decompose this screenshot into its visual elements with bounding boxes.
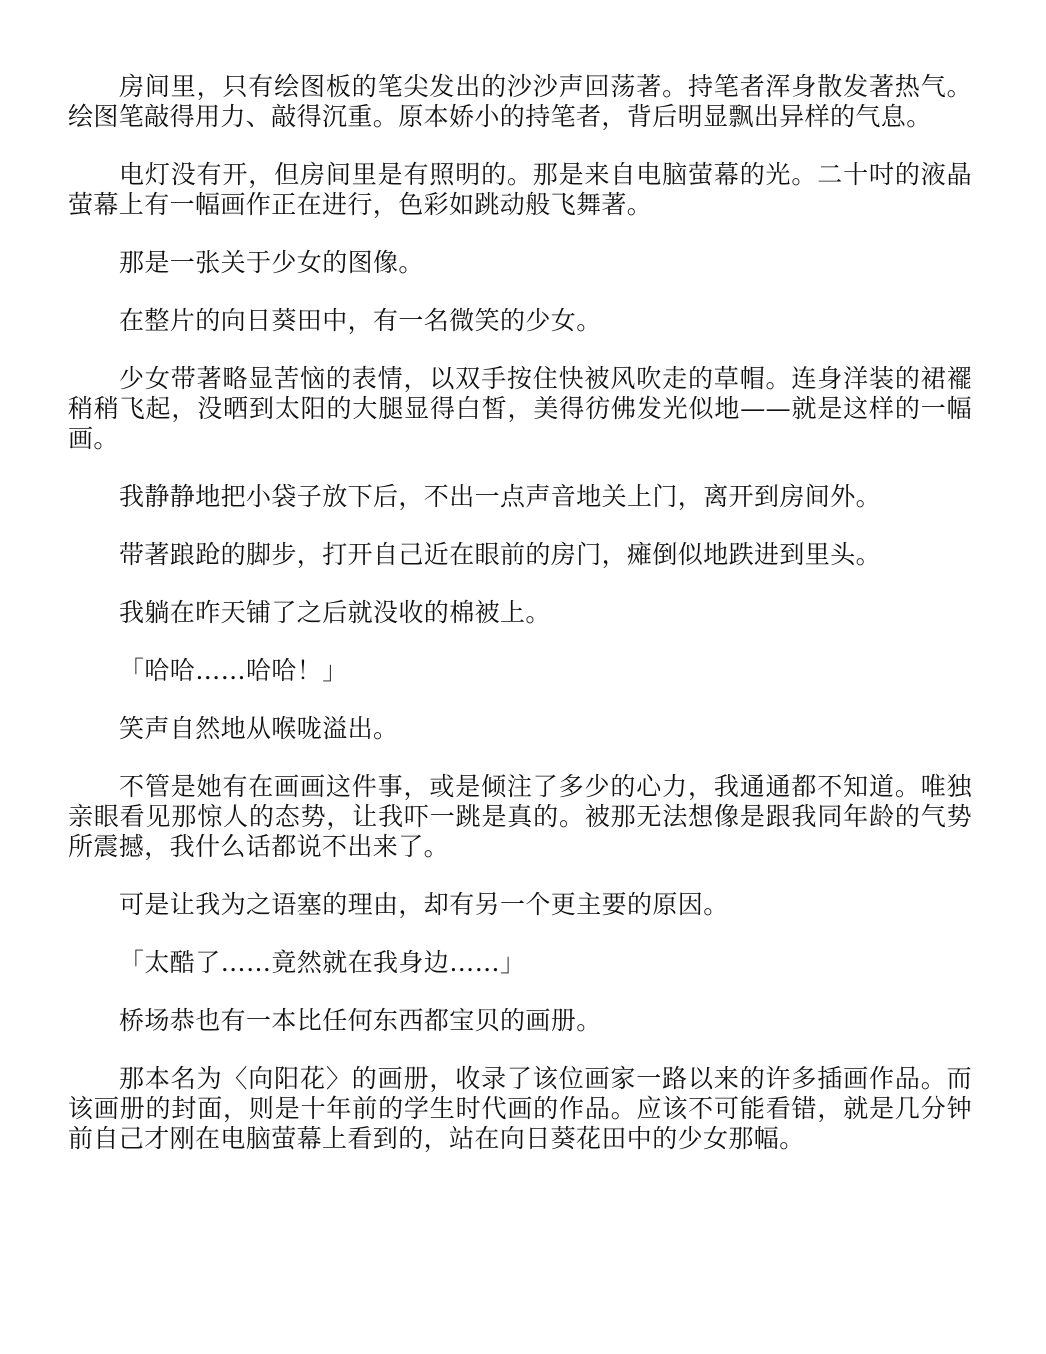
paragraph: 电灯没有开，但房间里是有照明的。那是来自电脑萤幕的光。二十吋的液晶萤幕上有一幅画作正在进行，色彩如跳动般飞舞著。 xyxy=(68,160,972,219)
paragraph: 那本名为〈向阳花〉的画册，收录了该位画家一路以来的许多插画作品。而该画册的封面，则是十年前的学生时代画的作品。应该不可能看错，就是几分钟前自己才刚在电脑萤幕上看到的，站在向日葵花田中的少女那幅。 xyxy=(68,1064,972,1153)
paragraph: 不管是她有在画画这件事，或是倾注了多少的心力，我通通都不知道。唯独亲眼看见那惊人的态势，让我吓一跳是真的。被那无法想像是跟我同年龄的气势所震撼，我什么话都说不出来了。 xyxy=(68,772,972,861)
paragraph: 我躺在昨天铺了之后就没收的棉被上。 xyxy=(119,598,551,627)
paragraph: 房间里，只有绘图板的笔尖发出的沙沙声回荡著。持笔者浑身散发著热气。绘图笔敲得用力、敲得沉重。原本娇小的持笔者，背后明显飘出异样的气息。 xyxy=(68,72,972,131)
paragraph: 带著踉跄的脚步，打开自己近在眼前的房门，瘫倒似地跌进到里头。 xyxy=(119,540,882,569)
paragraph: 少女带著略显苦恼的表情，以双手按住快被风吹走的草帽。连身洋装的裙襬稍稍飞起，没晒到太阳的大腿显得白皙，美得彷佛发光似地——就是这样的一幅画。 xyxy=(68,364,972,453)
paragraph: 可是让我为之语塞的理由，却有另一个更主要的原因。 xyxy=(119,890,729,919)
paragraph: 我静静地把小袋子放下后，不出一点声音地关上门，离开到房间外。 xyxy=(119,482,882,511)
paragraph: 在整片的向日葵田中，有一名微笑的少女。 xyxy=(119,306,602,335)
document-page xyxy=(68,72,972,1182)
dialogue-line: 「太酷了……竟然就在我身边……」 xyxy=(119,948,526,977)
paragraph: 笑声自然地从喉咙溢出。 xyxy=(119,714,399,743)
paragraph: 桥场恭也有一本比任何东西都宝贝的画册。 xyxy=(119,1006,602,1035)
paragraph: 那是一张关于少女的图像。 xyxy=(119,248,424,277)
dialogue-line: 「哈哈……哈哈！」 xyxy=(119,656,348,685)
